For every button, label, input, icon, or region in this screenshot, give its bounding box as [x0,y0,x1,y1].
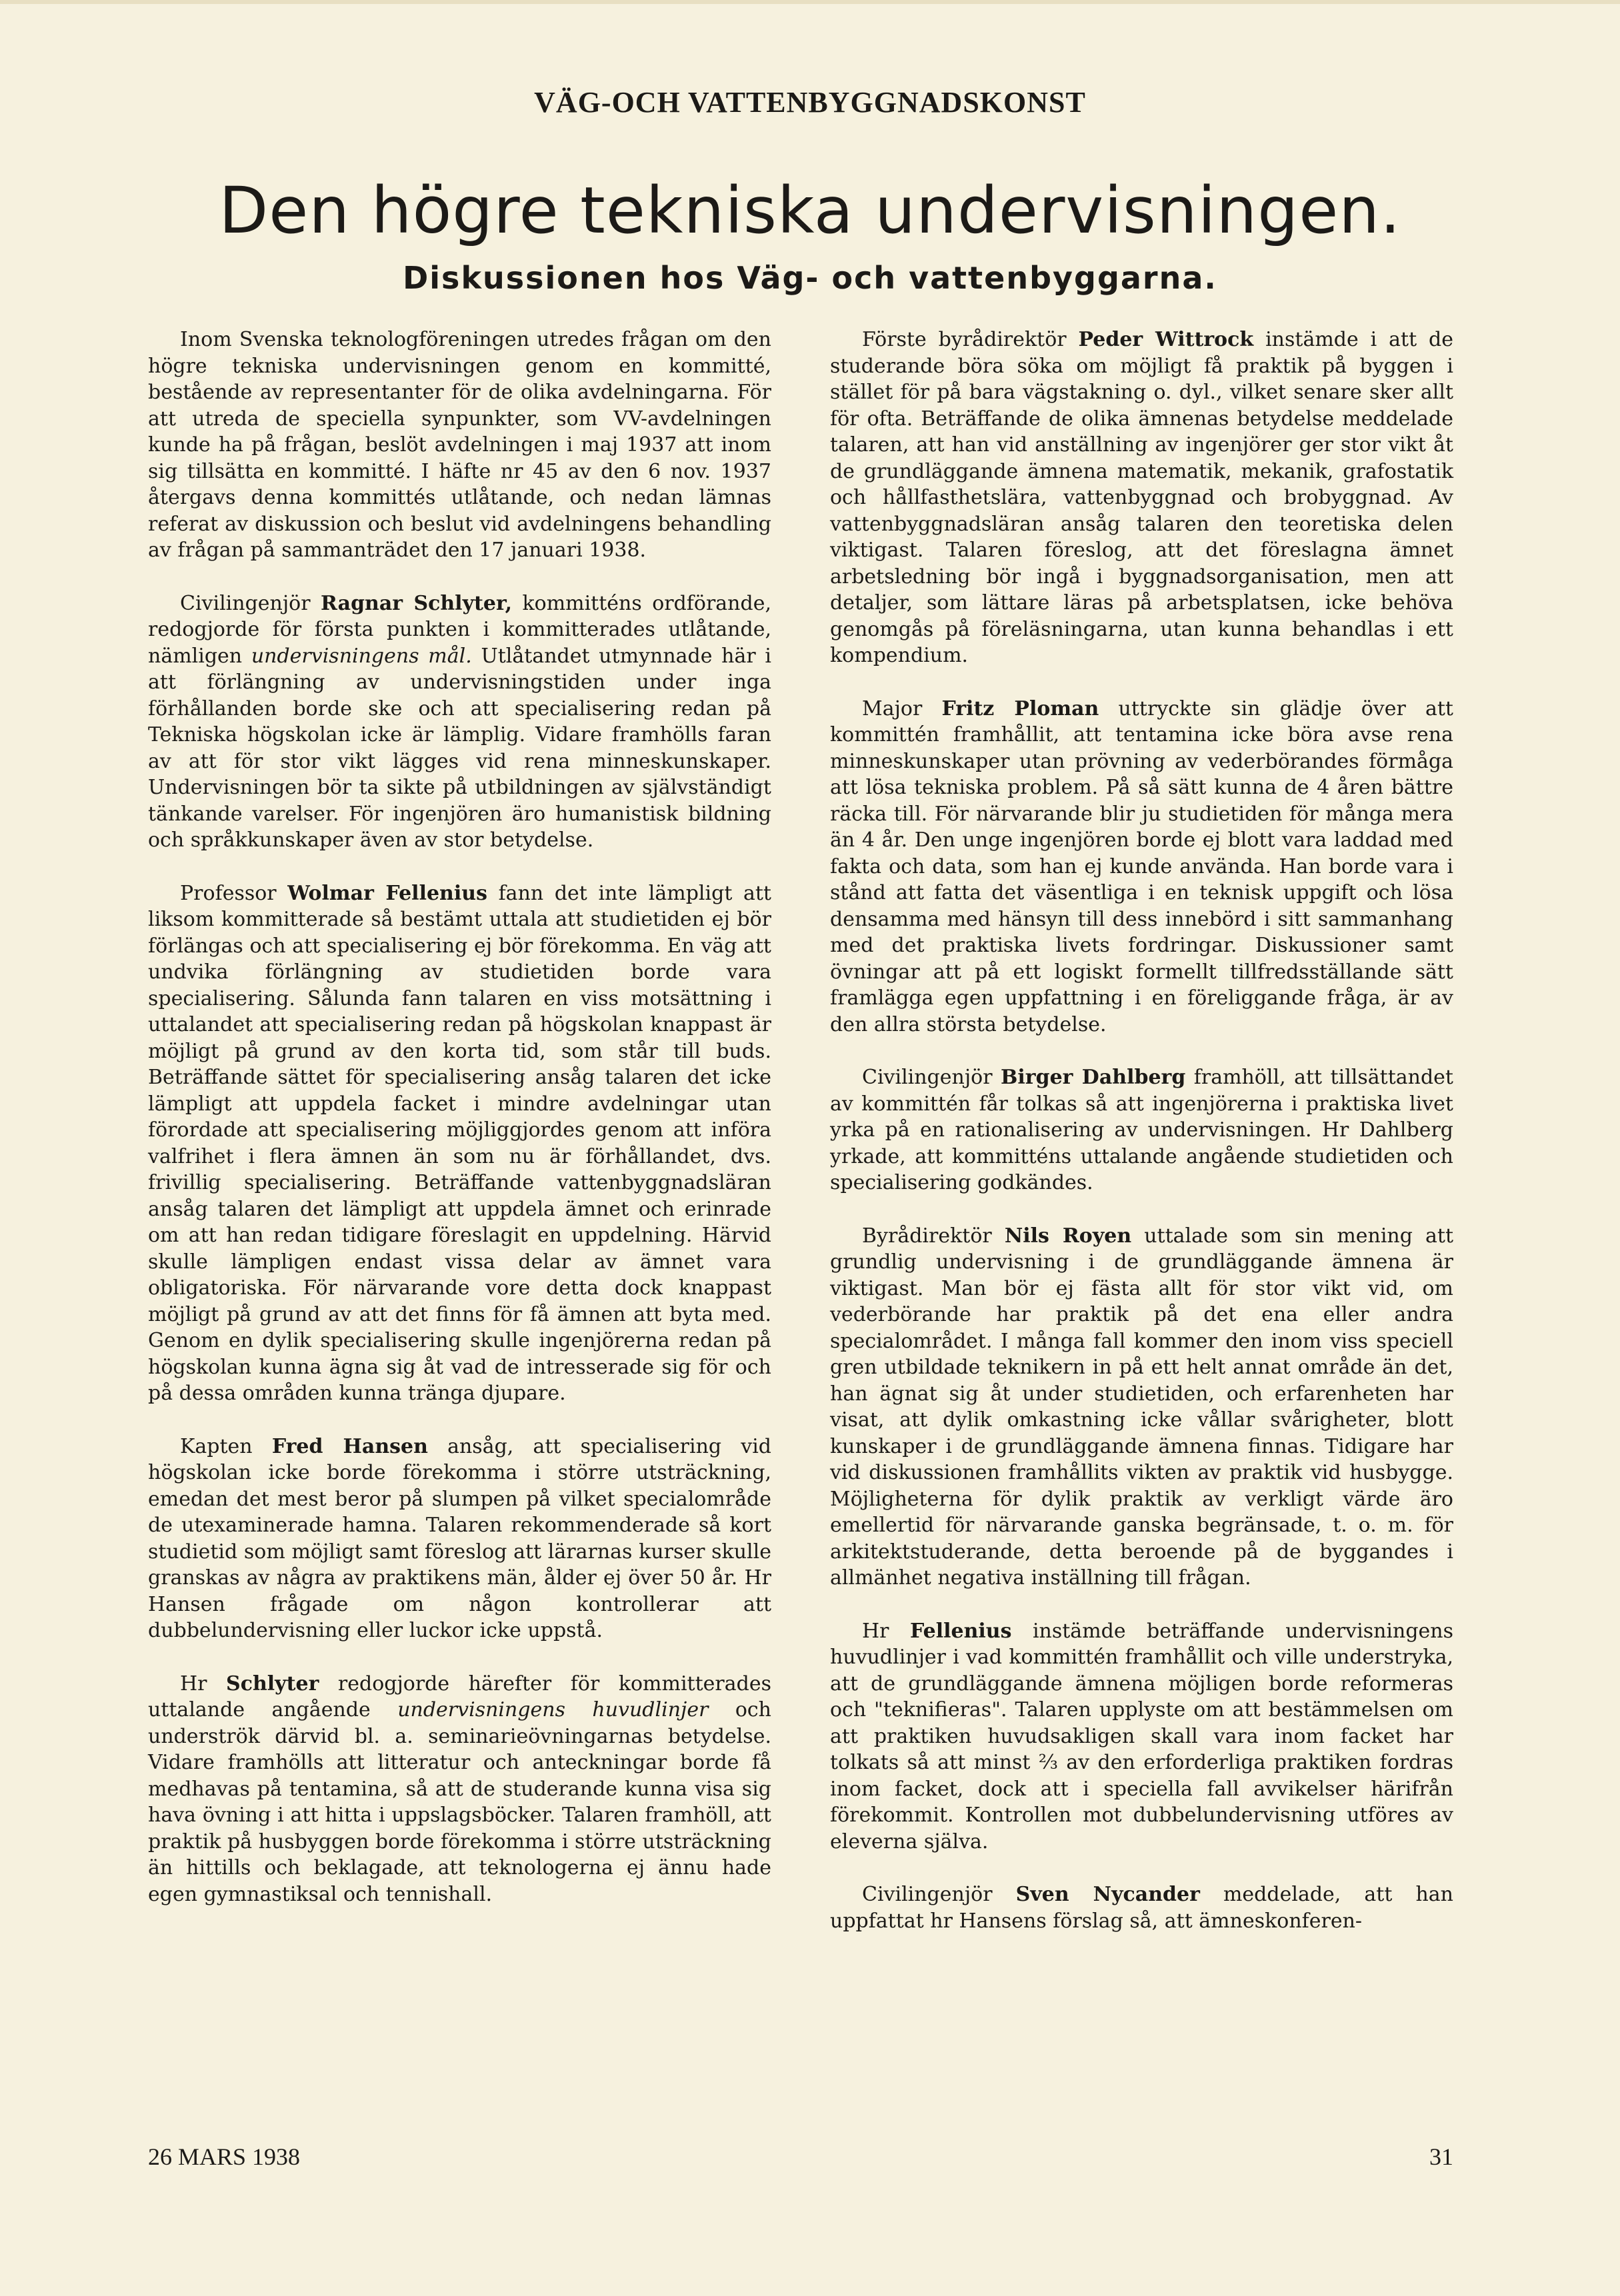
paragraph [830,1223,1453,1592]
right-column [830,327,1453,1961]
paragraph-text: uttalade som sin mening att grundlig undervisning i de grundläggande ämnena är viktigast. Man bör ej fästa allt för stor vikt vid, om vederbörande har praktik på det ena eller andra specialområdet. I många fall kommer den inom viss speciell gren utbildade teknikern in på ett helt annat område än det, han ägnat sig åt under studietiden, och erfarenheten har visat, att dylik omkastning icke vållar svårigheter, blott kunskaper i de grundläggande ämnena finnas. Tidigare har vid diskussionen framhållits vikten av praktik vid husbygge. Möjligheterna för dylik praktik av verkligt värde äro emellertid för närvarande ganska begränsade, t. o. m. för arkitektstuderande, detta beroende på de byggandes i allmänhet negativa inställning till frågan. [830,1224,1454,1590]
paragraph-text: Civilingenjör [180,591,321,615]
page-number: 31 [1429,2143,1453,2170]
speaker-name: Fellenius [909,1619,1012,1643]
paragraph-text: meddelade, att han uppfattat hr Hansens förslag så, att ämneskonferen- [830,1883,1453,1933]
paragraph-text: Kapten [180,1434,272,1458]
speaker-name: Fritz Ploman [941,696,1099,720]
issue-date: 26 MARS 1938 [148,2143,301,2170]
emphasis-text: undervisningens mål. [251,644,472,668]
paragraph-text: redogjorde härefter för kommitterades uttalande angående [148,1672,771,1722]
paragraph [830,1064,1453,1196]
paragraph-text: Inom Svenska teknologföreningen utredes frågan om den högre tekniska undervisningen genom en kommitté, bestående av representanter för de olika avdelningarna. För att utreda de speciella synpunkter, som VV-avdelningen kunde ha på frågan, beslöt avdelningen i maj 1937 att inom sig tillsätta en kommitté. I häfte nr 45 av den 6 nov. 1937 återgavs denna kommittés utlåtande, och nedan lämnas referat av diskussion och beslut vid avdelningens behandling av frågan på sammanträdet den 17 januari 1938. [148,328,771,562]
article-subtitle: Diskussionen hos Väg- och vattenbyggarna. [403,260,1217,296]
paragraph-text: instämde beträffande undervisningens huvudlinjer i vad kommittén framhållit och ville understryka, att de grundläggande ämnena möjligen borde reformeras och "teknifieras". Talaren upplyste om att bestämmelsen om att praktiken huvudsakligen skall vara inom facket har tolkats så att minst ⅔ av den erforderliga praktiken fordras inom facket, dock att i speciella fall avvikelser härifrån förekommit. Kontrollen mot dubbelundervisning utföres av eleverna själva. [830,1619,1453,1853]
speaker-name: Ragnar Schlyter, [321,591,513,615]
paragraph-text: kommitténs ordförande, redogjorde för första punkten i kommitterades utlåtande, nämligen [148,591,772,668]
paragraph-text: Byrådirektör [862,1224,1005,1248]
paragraph [830,696,1453,1038]
paragraph-text: framhöll, att tillsättandet av kommittén får tolkas så att ingenjörerna i praktiska livet yrka på en rationalisering av undervisningen. Hr Dahlberg yrkade, att kommitténs uttalande angående studietiden och specialisering godkändes. [830,1066,1453,1194]
speaker-name: Peder Wittrock [1078,328,1254,351]
article-title: Den högre tekniska undervisningen. [219,173,1401,248]
paragraph-text: Civilingenjör [862,1066,1001,1089]
left-column [148,327,771,1934]
emphasis-text: undervisningens huvudlinjer [397,1698,709,1722]
speaker-name: Birger Dahlberg [1001,1066,1186,1089]
speaker-name: Fred Hansen [271,1434,428,1458]
paragraph-text: och underströk därvid bl. a. seminarieövningarnas betydelse. Vidare framhölls att litteratur och anteckningar borde få medhavas på tentamina, så att de studerande kunna visa sig hava övning i att hitta i uppslagsböcker. Talaren framhöll, att praktik på husbyggen borde förekomma i större utsträckning än hittills och beklagade, att teknologerna ej ännu hade egen gymnastiksal och tennishall. [148,1698,771,1906]
paragraph-text: Hr [180,1672,227,1696]
paragraph-text: Hr [862,1619,910,1643]
paragraph-text: Major [862,696,942,720]
paragraph-text: Förste byrådirektör [862,328,1079,351]
speaker-name: Sven Nycander [1015,1883,1200,1906]
paragraph-text: Utlåtandet utmynnade här i att förlängning av undervisningstiden under inga förhållanden borde ske och att specialisering redan på Tekniska högskolan icke är lämplig. Vidare framhölls faran av att för stor vikt lägges vid rena minneskunskaper. Undervisningen bör ta sikte på utbildningen av självständigt tänkande varelser. För ingenjören äro humanistisk bildning och språkkunskaper även av stor betydelse. [148,644,771,852]
paragraph [830,327,1453,669]
speaker-name: Wolmar Fellenius [287,881,487,905]
paragraph [830,1881,1453,1934]
paragraph [148,1671,771,1908]
paragraph-text: uttryckte sin glädje över att kommittén framhållit, att tentamina icke böra avse rena minneskunskaper utan prövning av vederbörandes förmåga att lösa tekniska problem. På så sätt kunna de 4 åren bättre räcka till. För närvarande blir ju studietiden för många mera än 4 år. Den unge ingenjören borde ej blott vara laddad med fakta och data, som han ej kunde använda. Han borde vara i stånd att fatta det väsentliga i en teknisk uppgift och lösa densamma med hänsyn till dess innebörd i sitt sammanhang med det praktiska livets fordringar. Diskussioner samt övningar att på ett logiskt formellt tillfredsställande sätt framlägga egen uppfattning i en föreliggande fråga, är av den allra största betydelse. [830,696,1453,1036]
paragraph-text: Professor [180,881,288,905]
page-edge [0,0,1620,4]
speaker-name: Nils Royen [1004,1224,1132,1248]
paragraph [830,1618,1453,1855]
paragraph [148,880,771,1407]
paragraph-text: instämde i att de studerande böra söka om möjligt få praktik på byggen i stället för på bara vägstakning o. dyl., vilket senare sker allt för ofta. Beträffande de olika ämnenas betydelse meddelade talaren, att han vid anställning av ingenjörer ger stor vikt åt de grundläggande ämnena matematik, mekanik, grafostatik och hållfasthetslära, vattenbyggnad och brobyggnad. Av vattenbyggnadsläran ansåg talaren den teoretiska delen viktigast. Talaren föreslog, att det föreslagna ämnet arbetsledning bör ingå i byggnadsorganisation, men att detaljer, som lättare läras på arbetsplatsen, icke behöva genomgås på föreläsningarna, utan kunna behandlas i ett kompendium. [830,328,1454,667]
paragraph [148,1434,771,1644]
paragraph-text: Civilingenjör [862,1883,1016,1906]
paragraph [148,590,771,854]
paragraph [148,327,771,564]
section-heading: VÄG-OCH VATTENBYGGNADSKONST [534,86,1086,119]
paragraph-text: ansåg, att specialisering vid högskolan icke borde förekomma i större utsträckning, emedan det mest beror på slumpen på vilket specialområde de utexaminerade hamna. Talaren rekommenderade så kort studietid som möjligt samt föreslog att lärarnas kurser skulle granskas av några av praktikens män, ålder ej över 50 år. Hr Hansen frågade om någon kontrollerar att dubbelundervisning eller luckor icke uppstå. [148,1434,772,1642]
paragraph-text: fann det inte lämpligt att liksom kommitterade så bestämt uttala att studietiden ej bör förlängas och att specialisering ej bör förekomma. En väg att undvika förlängning av studietiden borde vara specialisering. Sålunda fann talaren en viss motsättning i uttalandet att specialisering redan på högskolan knappast är möjligt på grund av den korta tid, som står till buds. Beträffande sättet för specialisering ansåg talaren det icke lämpligt att uppdela facket i mindre avdelningar utan förordade att specialisering möjliggjordes genom att införa valfrihet i flera ämnen än som nu är förhållandet, dvs. frivillig specialisering. Beträffande vattenbyggnadsläran ansåg talaren det lämpligt att uppdela ämnet och erinrade om att han redan tidigare föreslagit en uppdelning. Härvid skulle lämpligen endast vissa delar av ämnet vara obligatoriska. För närvarande vore detta dock knappast möjligt på grund av att det finns för få ämnen att byta med. Genom en dylik specialisering skulle ingenjörerna redan på högskolan kunna ägna sig åt vad de intresserade sig för och på dessa områden kunna tränga djupare. [148,881,771,1405]
speaker-name: Schlyter [226,1672,319,1696]
